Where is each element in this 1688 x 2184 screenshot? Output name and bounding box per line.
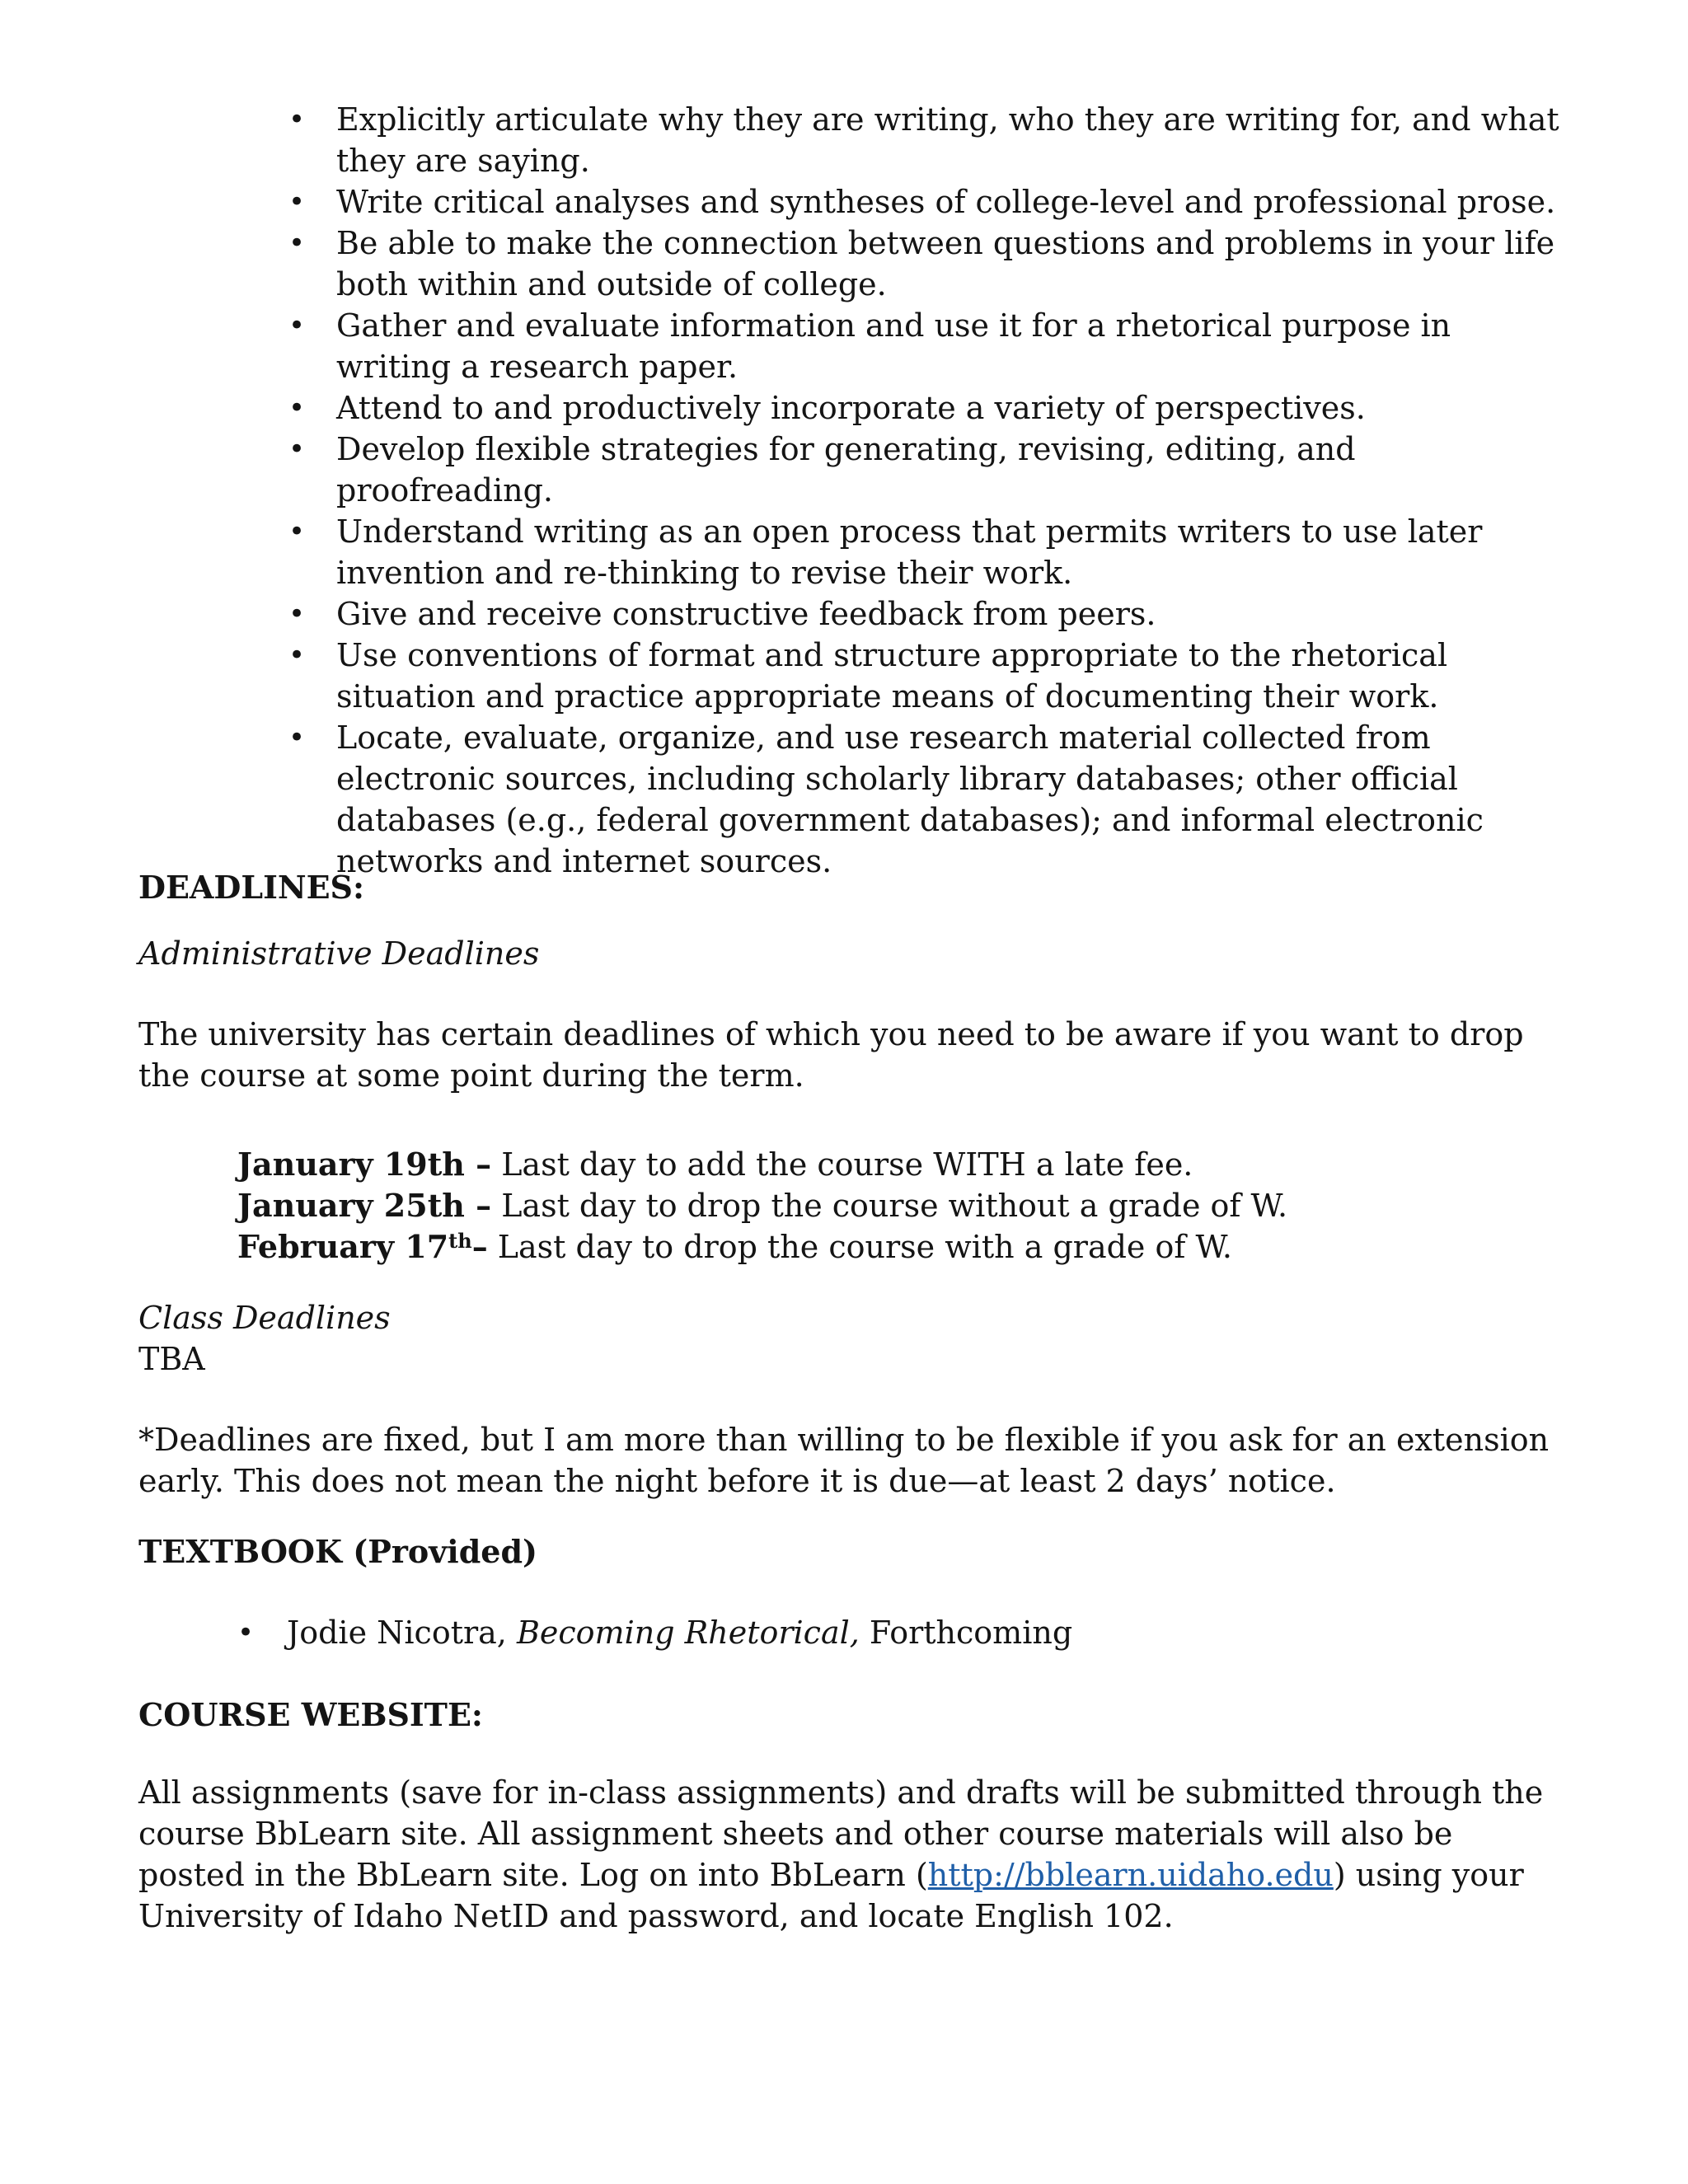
course-website-heading: COURSE WEBSITE:: [138, 1696, 483, 1733]
deadlines-heading: DEADLINES:: [138, 869, 365, 906]
class-deadlines-subheading: Class Deadlines: [138, 1300, 391, 1336]
bullet-icon: •: [288, 103, 306, 136]
deadline-description: Last day to drop the course without a grade of W.: [491, 1188, 1288, 1224]
deadlines-note: *Deadlines are fixed, but I am more than willing to be flexible if you ask for an extension early. This does not mean the night before it is due—at least 2 days’ notice.: [138, 1422, 1550, 1499]
bullet-icon: •: [288, 639, 306, 672]
textbook-author: Jodie Nicotra,: [287, 1615, 517, 1651]
deadline-date: January 19th –: [237, 1146, 492, 1183]
list-item: • Give and receive constructive feedback from peers.: [247, 593, 1566, 635]
class-deadlines-value: TBA: [138, 1341, 205, 1377]
textbook-list-item: [237, 1612, 1072, 1653]
deadline-row: [237, 1226, 1474, 1268]
bullet-icon: •: [288, 185, 306, 218]
learning-outcomes-list: [247, 99, 1566, 882]
course-website-paragraph: All assignments (save for in-class assignments) and drafts will be submitted through the course BbLearn site. All assignment sheets and other course materials will also be posted in the BbLearn site. Log on into BbLearn (http://bblearn.uidaho.edu) using your University of Idaho NetID and password, and locate English 102.: [138, 1774, 1544, 1934]
bullet-icon: •: [288, 227, 306, 260]
deadline-description: Last day to add the course WITH a late fee.: [491, 1146, 1193, 1183]
deadline-date: February 17th–: [237, 1228, 488, 1265]
bullet-icon: •: [288, 433, 306, 466]
list-item: • Understand writing as an open process that permits writers to use later invention and re-thinking to revise their work.: [247, 511, 1566, 593]
list-item: • Write critical analyses and syntheses of college-level and professional prose.: [247, 181, 1566, 223]
textbook-title: Becoming Rhetorical,: [516, 1615, 860, 1651]
deadline-description: Last day to drop the course with a grade of W.: [487, 1229, 1233, 1265]
list-item: • Be able to make the connection between questions and problems in your life both within and outside of college.: [247, 223, 1566, 305]
bullet-icon: •: [237, 1616, 255, 1649]
deadline-date: January 25th –: [237, 1187, 492, 1224]
list-item: • Locate, evaluate, organize, and use research material collected from electronic sources, including scholarly library databases; other official databases (e.g., federal government databases); and informal electronic networks and internet sources.: [247, 717, 1566, 882]
list-item: • Use conventions of format and structure appropriate to the rhetorical situation and practice appropriate means of documenting their work.: [247, 635, 1566, 717]
bullet-icon: •: [288, 721, 306, 754]
deadline-row: [237, 1185, 1474, 1226]
bullet-icon: •: [288, 309, 306, 342]
bullet-icon: •: [288, 598, 306, 630]
deadline-row: [237, 1144, 1474, 1185]
list-item: • Explicitly articulate why they are writing, who they are writing for, and what they are saying.: [247, 99, 1566, 181]
list-item: • Gather and evaluate information and use it for a rhetorical purpose in writing a research paper.: [247, 305, 1566, 387]
bullet-icon: •: [288, 515, 306, 548]
admin-deadlines-subheading: Administrative Deadlines: [138, 935, 540, 972]
list-item: • Develop flexible strategies for generating, revising, editing, and proofreading.: [247, 429, 1566, 511]
deadline-list: [237, 1144, 1474, 1268]
bullet-icon: •: [288, 391, 306, 424]
textbook-heading: TEXTBOOK (Provided): [138, 1533, 538, 1570]
textbook-status: Forthcoming: [859, 1615, 1073, 1651]
admin-deadlines-intro: The university has certain deadlines of which you need to be aware if you want to drop the course at some point during the term.: [138, 1016, 1524, 1094]
bblearn-link[interactable]: http://bblearn.uidaho.edu: [927, 1857, 1334, 1893]
list-item: • Attend to and productively incorporate a variety of perspectives.: [247, 387, 1566, 429]
